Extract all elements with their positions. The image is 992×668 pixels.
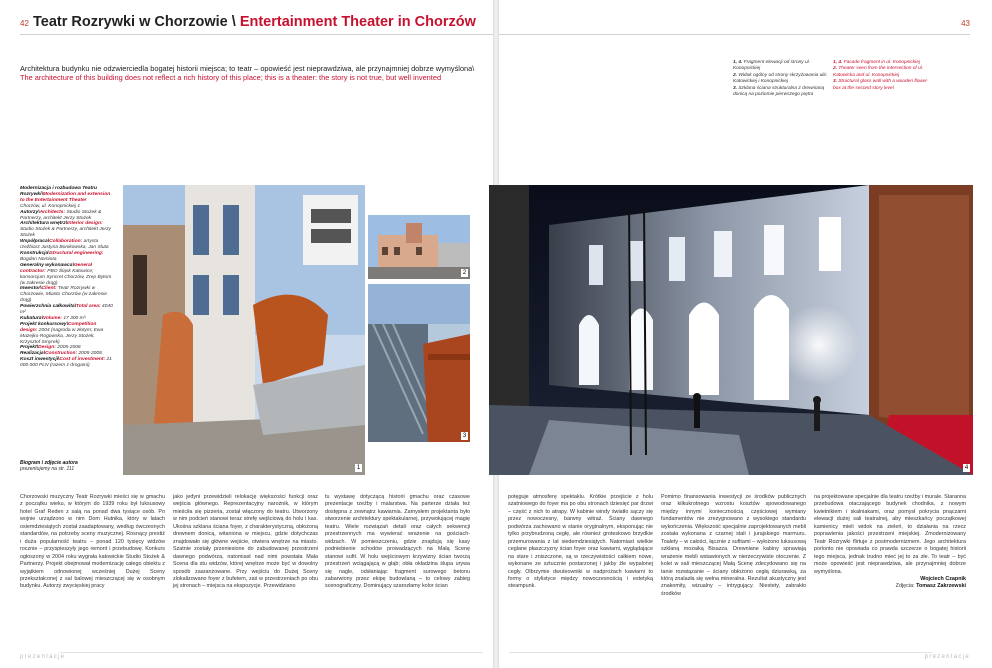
credit-label-en: Total area: xyxy=(76,304,101,310)
credit-label: Powierzchnia całkowita\ xyxy=(20,304,76,310)
bio-text: prezentujemy na str. 111 xyxy=(20,466,75,472)
caption-text: Structural glass wall with a wooden flower box at the second story level xyxy=(833,79,928,91)
caption-text: Facade fragment in ul. Konopnickiej xyxy=(843,60,920,65)
caption-num: 3. xyxy=(833,79,838,85)
author-name: Wojciech Czapnik xyxy=(920,575,966,582)
photo-credit-label: Zdjęcia: xyxy=(895,583,915,590)
credit-label-en: Design: xyxy=(37,345,56,351)
photo-captions-english xyxy=(833,60,928,92)
credit-label-en: Competition design: xyxy=(20,321,97,333)
caption-text: Fragment elewacji od strony ul. Konopnickiej xyxy=(733,60,811,72)
caption-num: 1, 4. xyxy=(833,60,843,65)
caption-text: Theater seen from the intersection of ul. Katowicka and ul. Konopnickiej xyxy=(833,66,924,78)
footer-rule xyxy=(60,652,483,653)
photo-number: 4 xyxy=(964,465,969,471)
footer-section-right: prezentacje xyxy=(924,654,970,660)
credit-value: 4040 m² xyxy=(20,304,113,316)
credit-label: Generalny wykonawca\ xyxy=(20,262,74,268)
lead-english: The architecture of this building does not reflect a rich history of this place; this is a theater: the story is not true, but well invented xyxy=(20,73,442,82)
credit-label: Kubatura\ xyxy=(20,315,43,321)
photographer-name: Tomasz Zakrzewski xyxy=(916,583,966,590)
photo-city-corner xyxy=(368,215,470,279)
body-column-4: potęguje atmosferę spektaklu. Krótkie przejście z holu szatniowego do foyer ma po obu stronach dziesięć par drzwi – część z nich to atrapy. W kabinie windy światło sączy się przez nowoczesny, barwny witraż. Ściany dawnego podwórza zachowano w stanie oryginalnym, eksponując nie tylko przybrudzoną cegłę, ale również groteskowo brzydkie przemurowania z lat siedemdziesiątych. Natomiast wielkie ceglane płaszczyzny ścian foyer oraz kawiarni, wyglądające na stare i zniszczone, są w rzeczywistości całkiem nowe, wykonane ze sztucznie postarzonej i jakby źle wypalonej cegły. Olbrzymie dwuteowniki w nadprożach kawiarni to formy o stylistyce między nowoczesnością i estetyką steampunk. xyxy=(508,494,653,590)
credit-label-en: Construction: xyxy=(45,351,78,357)
credit-label-en: Modernization and extension to the Entertainment Theater xyxy=(20,191,111,203)
article-headline xyxy=(33,14,476,30)
credit-value: 17 300 m³ xyxy=(63,315,86,321)
credit-label: Koszt inwestycji\ xyxy=(20,357,60,363)
credit-value: Studio Stożek & Partnerzy, architekt Jerzy Stożek xyxy=(20,227,111,239)
footer-section-left: prezentacje xyxy=(20,654,66,660)
credit-label-en: Interior design: xyxy=(67,221,103,227)
caption-num: 3. xyxy=(733,85,738,91)
credit-value: 2005-2008 xyxy=(57,345,81,351)
credit-value: Teatr Rozrywki w Chorzowie, Miasto Chorzów (w zakresie drąg) xyxy=(20,286,107,304)
credit-label-en: General contractor: xyxy=(20,262,93,274)
credit-label: Projekt konkursowy\ xyxy=(20,321,68,327)
photo-number: 2 xyxy=(462,270,467,276)
bio-title: Biogram i zdjęcie autora xyxy=(20,460,78,466)
photo-credit xyxy=(814,583,966,590)
credit-label: Inwestor\ xyxy=(20,286,42,292)
credit-label-en: Collaboration: xyxy=(49,239,83,245)
credit-label: Realizacja\ xyxy=(20,351,46,357)
credit-value: Chorzów, ul. Konopnickiej 1 xyxy=(20,203,81,209)
credit-label: Projekt\ xyxy=(20,345,38,351)
left-page xyxy=(0,0,493,668)
photo-glass-wall xyxy=(368,284,470,442)
credit-label: Konstrukcja\ xyxy=(20,250,50,256)
body-column-6 xyxy=(814,494,966,591)
credit-label-en: Architects: xyxy=(39,209,66,215)
page-number-right: 43 xyxy=(961,19,970,28)
credit-value: 21 000 000 PLN (razem z drogami) xyxy=(20,357,112,369)
credit-value: 2005-2008 xyxy=(78,351,102,357)
credit-label: Architektura wnętrz\ xyxy=(20,221,68,227)
credit-value: artysta rzeźbiarz Justyna Bonikowska, Jan Sluta xyxy=(20,239,109,251)
right-page xyxy=(499,0,992,668)
photo-street-facade xyxy=(123,185,365,475)
body-column-2: jako jedyni przewidzieli relokację większości funkcji oraz wejścia głównego. Reprezentacyjny narożnik, w którym mieściła się pizzeria, został włączony do teatru. Utworzony w nim podcień stanowi teraz strefę wejściową do holu i kas. Ukośna szklana ściana foyer, z charakterystyczną, obłożoną drewnem donicą, witaniona w miejscu, gdzie dotychczas znajdowało się główne wejście, otwiera wnętrze na miasto. Szatnie zostały przeniesione do zabudowanej przestrzeni dawnego podwórza, natomiast nad nimi powstała Mała Scena dla stu widzów, której wnętrze może być w dowolny sposób zaaranżowane. Przy wejściu do Dużej Sceny zlokalizowano foyer z bufetem, zaś w przestrzeniach po obu jej stronach – miejsca na ekspozycje. Przewidziano xyxy=(173,494,318,590)
credit-label: Modernizacja i rozbudowa Teatru Rozrywki\ xyxy=(20,186,97,197)
body-column-3: tu wystawę dotyczącą historii gmachu oraz czasowe prezentacje rzeźby i malarstwa. Na parterze działa też dostępna z zewnątrz kawiarnia. Zamysłem projektanta było stworzenie architektury spektakularnej, przywołującej magię teatru. Wiele rozwiązań detali oraz całych sekwencji przestrzennych ma wywierać wrażenie na gościach-widzach. W pomieszczeniu, gdzie znajdują się kasy podniebienie schodów prowadzących na Małą Scenę stanowi sufit. W holu wejściowym krzywizny ścian tworzą przestrzeń wciągającą w głąb; obła okładzina ślupa urywa się nagle, odsłaniając fragment surowego betonu zabarwiony przez ekipę budowlaną – to celowy zabieg scenograficzny. Dominujący szarozłamy kolor ścian xyxy=(325,494,470,590)
body-column-5: Pomimo finansowania inwestycji ze środków publicznych oraz kilkukrotnego wzrostu kosztów spowodowanego między innymi koniecznością częściowej wymiany fundamentów nie zrezygnowano z wysokiego standardu wykończenia. Większość specjalnie zaprojektowanych mebli została wykonana z czarnej stali i jurajskiego marmuru. Toalety – w całości, łącznie z sufitami – wyłożono luksusową szklaną mozaiką Bisazza. Drewniane kabiny sprawiają wrażenie mebli wstawionych w nierzeczywiste otoczenie. Z kolei w sali mieszczącej Małą Scenę zdecydowano się na tanie rozwiązanie – ściany obłożono cegłą dziurawką, za którą znalazła się wełna mineralna. Rezultat akustyczny jest znakomity, wizualny – intrygujący. Niestety, zabrakło środków xyxy=(661,494,806,597)
photo-captions-polish xyxy=(733,60,828,98)
photo-night-facade xyxy=(489,185,973,475)
credit-label-en: Cost of investment: xyxy=(59,357,106,363)
header-rule xyxy=(499,34,970,35)
page-number-left: 42 xyxy=(20,19,29,28)
credit-value: PBO Śląsk Katowice; konsorcjum Syncret Chorzów, Zrep Bytom (w zakresie drąg) xyxy=(20,268,112,286)
body-column-1: Chorzowski muzyczny Teatr Rozrywki mieści się w gmachu z początku wieku, w którym do 1939 roku był luksusowy hotel Graf Reden z salą na ponad dwa tysiące osób. Po wojnie urządzono w nim Dom Hutnika, który w latach osiemdziesiątych został zaadaptowany, według ówczesnych standardów, na potrzeby sceny muzycznej. Rosnący prestiż i duża popularność teatru – ponad 120 tysięcy widzów rocznie – przyspieszyły jego remont i przebudowę. Konkurs ogłoszony w 2004 roku wygrała katowickie Studio Stożek & Partnerzy. Projekt obejmował modernizację całego obiektu z wyjątkiem odnowionej wcześniej Dużej Sceny przekształconej z sal balowej mieszczącej się w osobnym budynku. Autorzy zwycięskiej pracy xyxy=(20,494,165,590)
photo-number: 1 xyxy=(356,465,361,471)
photo-number: 3 xyxy=(462,433,467,439)
credit-value: Studio Stożek & Partnerzy, architekt Jerzy Stożek xyxy=(20,209,102,221)
author-bio xyxy=(20,460,78,472)
headline-english: Entertainment Theater in Chorzów xyxy=(239,14,476,30)
credit-value: Bogdan Nomiota xyxy=(20,256,57,262)
headline-separator: \ xyxy=(231,14,236,30)
footer-rule xyxy=(509,652,932,653)
body-column-6-text: na projektowane specjalnie dla teatru rzeźby i murale. Staranna przebudowa otaczającego budynek chodnika, z nowym kwietnikiem i skalniakami, oraz pomysł pokrycia pnączami elewacji dużej sali teatralnej, aby mieszkańcy początkowej kamienicy mieli widok na zieleń, to działania na rzecz poprawienia jakości przestrzeni miejskiej. Zmodernizowany Teatr Rozrywki flirtuje z postmodernizmem. Jego architektura porlonto nie opowiada co prawda szczerze o bogatej historii tego miejsca, jednak trudno mieć jej to za złe. To teatr – być może opowieść jest nieprawdziwa, ale przynajmniej dobrze wymyślona. xyxy=(814,494,966,575)
credit-label-en: Structural engineering: xyxy=(49,250,104,256)
caption-text: Szklana ściana strukturalna z drewnianą donicą na poziomie pierwszego piętra xyxy=(733,85,825,98)
project-credits xyxy=(20,186,115,369)
header-rule xyxy=(20,34,493,35)
credit-label: Autorzy\ xyxy=(20,209,40,215)
caption-num: 1, 4. xyxy=(733,60,743,65)
credit-value: 2004 (nagroda w złotym; Ewa Mazejko-Rogowska, Jerzy Stożek, Krzysztof Smyrek) xyxy=(20,327,104,345)
author-signature xyxy=(814,576,966,583)
credit-label: Współpraca\ xyxy=(20,239,50,245)
credit-label-en: Volume: xyxy=(42,315,62,321)
caption-num: 2. xyxy=(733,72,738,78)
caption-text: Widok ogólny od strony skrzyżowania ulic Katowickiej i Konopnickiej xyxy=(733,72,827,85)
headline-polish: Teatr Rozrywki w Chorzowie xyxy=(33,14,228,30)
credit-label-en: Client: xyxy=(41,286,57,292)
caption-num: 2. xyxy=(833,66,838,72)
lead-polish: Architektura budynku nie odzwierciedla bogatej historii miejsca; to teatr – opowieść jest nieprawdziwa, ale przynajmniej dobrze wymyślona\ xyxy=(20,64,475,73)
